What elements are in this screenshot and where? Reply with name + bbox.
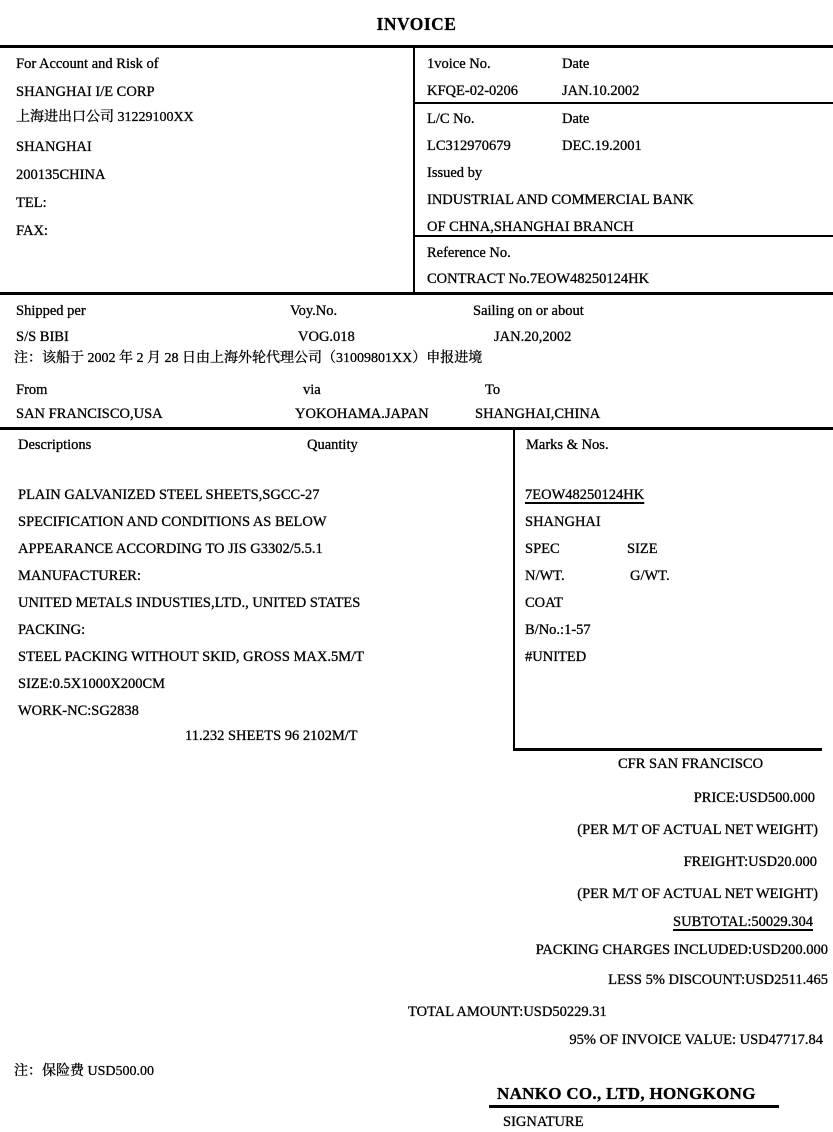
account-line-postcode: 200135CHINA (16, 167, 106, 183)
shipping-section-bottom-border (0, 427, 833, 430)
invoice-date-value: JAN.10.2002 (562, 83, 640, 99)
marks-box-bottom-border (513, 748, 822, 751)
invoice-row-divider (413, 102, 833, 104)
description-line: SPECIFICATION AND CONDITIONS AS BELOW (18, 514, 327, 530)
account-line-tel: TEL: (16, 195, 47, 211)
subtotal-line: SUBTOTAL:50029.304 (673, 914, 813, 930)
descriptions-header: Descriptions (18, 437, 92, 453)
account-line-company: SHANGHAI I/E CORP (16, 84, 155, 100)
marks-gwt-label: G/WT. (630, 568, 670, 584)
marks-coat: COAT (525, 595, 563, 611)
description-line: PACKING: (18, 622, 86, 638)
marks-nwt-label: N/WT. (525, 568, 565, 584)
insurance-note: 注：保险费 USD500.00 (14, 1064, 155, 1079)
lc-date-value: DEC.19.2001 (562, 138, 642, 154)
total-amount-line: TOTAL AMOUNT:USD50229.31 (408, 1004, 607, 1020)
account-label: For Account and Risk of (16, 56, 159, 72)
invoice-date-label: Date (562, 56, 590, 72)
delivery-terms: CFR SAN FRANCISCO (618, 756, 764, 772)
description-line: SIZE:0.5X1000X200CM (18, 676, 166, 692)
header-column-divider (413, 45, 415, 295)
voyage-label: Voy.No. (290, 303, 338, 319)
description-line: WORK-NC:SG2838 (18, 703, 139, 719)
company-name: NANKO CO., LTD, HONGKONG (497, 1084, 756, 1103)
freight-line: FREIGHT:USD20.000 (683, 854, 817, 870)
marks-column-divider (513, 430, 515, 748)
reference-label: Reference No. (427, 245, 511, 261)
sailing-label: Sailing on or about (473, 303, 584, 319)
description-line: MANUFACTURER: (18, 568, 141, 584)
account-line-fax: FAX: (16, 223, 48, 239)
marks-shipper-mark: #UNITED (525, 649, 587, 665)
reference-value: CONTRACT No.7EOW48250124HK (427, 271, 650, 287)
lc-date-label: Date (562, 111, 590, 127)
to-value: SHANGHAI,CHINA (475, 406, 601, 422)
reference-row-divider (413, 235, 833, 237)
shipped-per-value: S/S BIBI (16, 329, 69, 345)
quantity-line: 11.232 SHEETS 96 2102M/T (185, 728, 358, 744)
issued-by-label: Issued by (427, 165, 483, 181)
description-line: UNITED METALS INDUSTIES,LTD., UNITED STATES (18, 595, 361, 611)
table-top-border (0, 45, 833, 48)
signature-label: SIGNATURE (503, 1114, 584, 1130)
to-label: To (485, 382, 501, 398)
per-mt-note-1: (PER M/T OF ACTUAL NET WEIGHT) (577, 822, 818, 838)
marks-bale-no: B/No.:1-57 (525, 622, 591, 638)
discount-line: LESS 5% DISCOUNT:USD2511.465 (608, 972, 828, 988)
quantity-header: Quantity (307, 437, 358, 453)
from-value: SAN FRANCISCO,USA (16, 406, 163, 422)
price-line: PRICE:USD500.000 (693, 790, 815, 806)
issuing-bank-line-2: OF CHNA,SHANGHAI BRANCH (427, 219, 634, 235)
page-title: INVOICE (376, 14, 457, 34)
via-value: YOKOHAMA.JAPAN (295, 406, 429, 422)
account-line-city: SHANGHAI (16, 139, 92, 155)
marks-header: Marks & Nos. (526, 437, 609, 453)
marks-size-label: SIZE (627, 541, 658, 557)
per-mt-note-2: (PER M/T OF ACTUAL NET WEIGHT) (577, 886, 818, 902)
account-section-bottom-border (0, 292, 833, 295)
invoice-no-value: KFQE-02-0206 (427, 83, 519, 99)
description-line: APPEARANCE ACCORDING TO JIS G3302/5.5.1 (18, 541, 323, 557)
sailing-value: JAN.20,2002 (494, 329, 572, 345)
voyage-value: VOG.018 (298, 329, 355, 345)
invoice-no-label: 1voice No. (427, 56, 491, 72)
signature-rule (489, 1105, 779, 1108)
shipped-per-label: Shipped per (16, 303, 86, 319)
invoice-value-95-line: 95% OF INVOICE VALUE: USD47717.84 (569, 1032, 823, 1048)
via-label: via (303, 382, 321, 398)
description-line: STEEL PACKING WITHOUT SKID, GROSS MAX.5M/T (18, 649, 365, 665)
marks-spec-label: SPEC (525, 541, 560, 557)
issuing-bank-line-1: INDUSTRIAL AND COMMERCIAL BANK (427, 192, 694, 208)
marks-port: SHANGHAI (525, 514, 601, 530)
packing-charges-line: PACKING CHARGES INCLUDED:USD200.000 (535, 942, 828, 958)
lc-no-value: LC312970679 (427, 138, 511, 154)
lc-no-label: L/C No. (427, 111, 475, 127)
marks-contract-no: 7EOW48250124HK (525, 487, 645, 503)
from-label: From (16, 382, 48, 398)
account-line-chinese: 上海进出口公司 31229100XX (16, 110, 194, 125)
customs-note: 注：该船于 2002 年 2 月 28 日由上海外轮代理公司（31009801XX）申报进境 (14, 351, 483, 366)
description-line: PLAIN GALVANIZED STEEL SHEETS,SGCC-27 (18, 487, 320, 503)
